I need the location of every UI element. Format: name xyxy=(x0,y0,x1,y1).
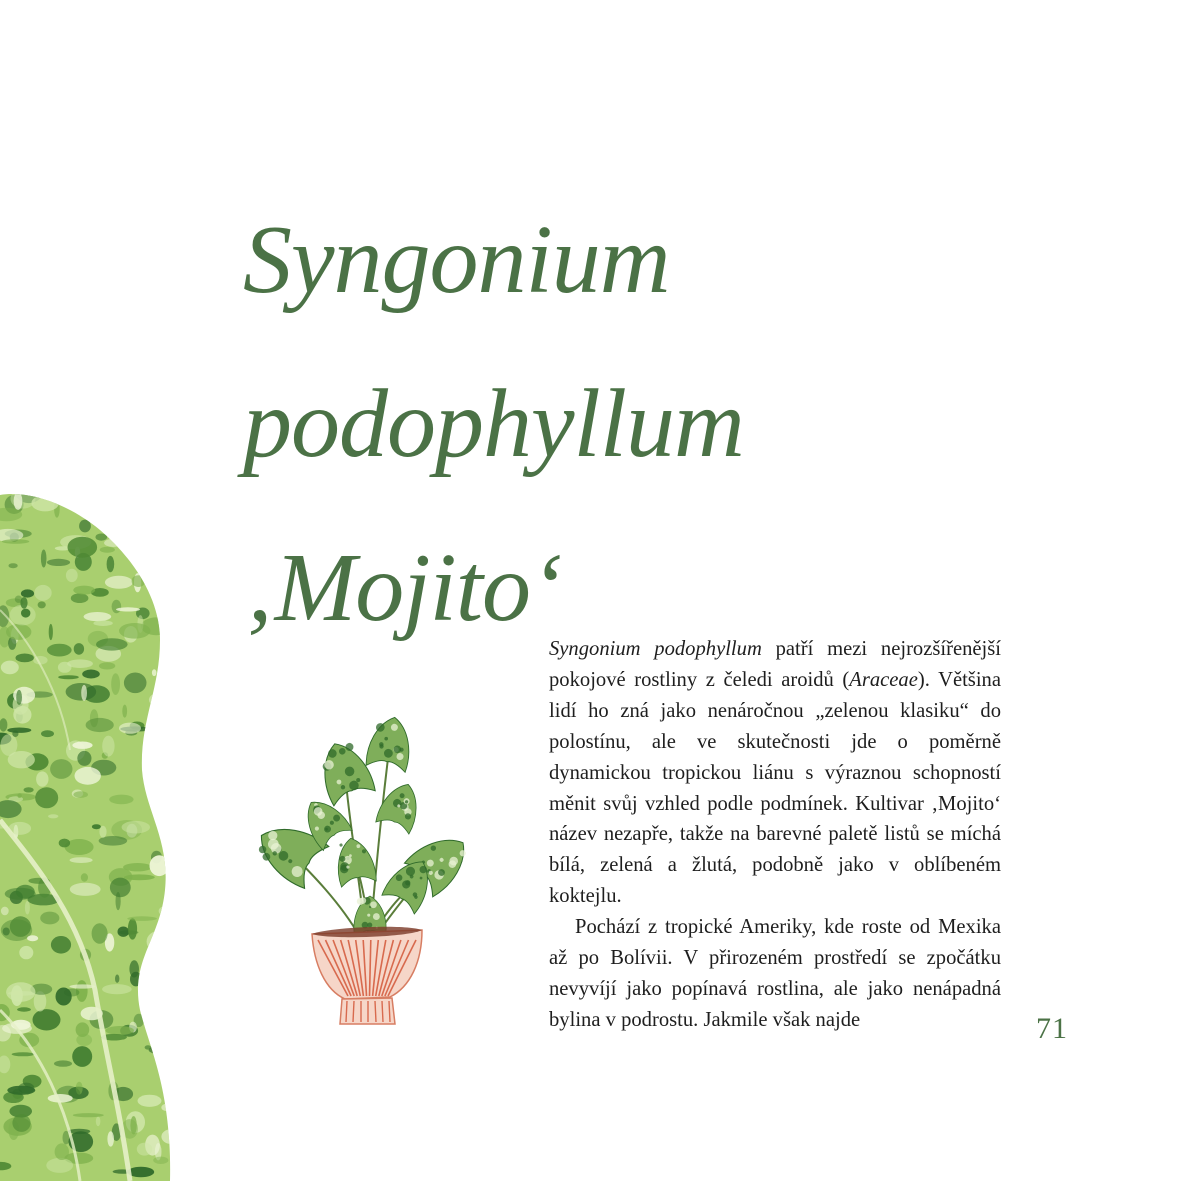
page-number: 71 xyxy=(1036,1012,1068,1045)
potted-plant-illustration xyxy=(250,712,480,1032)
title-line-3: ‚Mojito‘ xyxy=(243,534,562,642)
italic-species-name: Syngonium podophyllum xyxy=(549,638,762,660)
paragraph-2: Pochází z tropické Ameriky, kde roste od Mexika až po Bolívii. V přirozeném prostředí se zpočátku nevyvíjí jako popínavá rostlina, ale jako nenápadná bylina v podrostu. Jakmile však najde xyxy=(549,916,1001,1031)
title-line-1: Syngonium xyxy=(243,206,670,314)
leaf-illustration xyxy=(0,490,172,1181)
paragraph-1-text-b: ). Většina lidí ho zná jako nenáročnou „zelenou klasiku“ do polostínu, ale ve skutečnosti jde o poměrně dynamickou tropickou liánu s výraznou schopností měnit svůj vzhled podle podmínek. Kultivar ‚Mojito‘ název nezapře, takže na barevné paletě listů se míchá bílá, zelená a žlutá, podobně jako v oblíbeném koktejlu. xyxy=(549,668,1001,908)
italic-family-name: Araceae xyxy=(849,668,918,691)
plant-title xyxy=(243,178,943,670)
title-line-2: podophyllum xyxy=(243,370,744,478)
body-text xyxy=(549,634,1001,1036)
paragraph-1-text-a: patří mezi nejrozšířenější pokojové rostliny z čeledi aroidů ( xyxy=(549,638,1001,691)
paragraph-1 xyxy=(549,634,1001,912)
